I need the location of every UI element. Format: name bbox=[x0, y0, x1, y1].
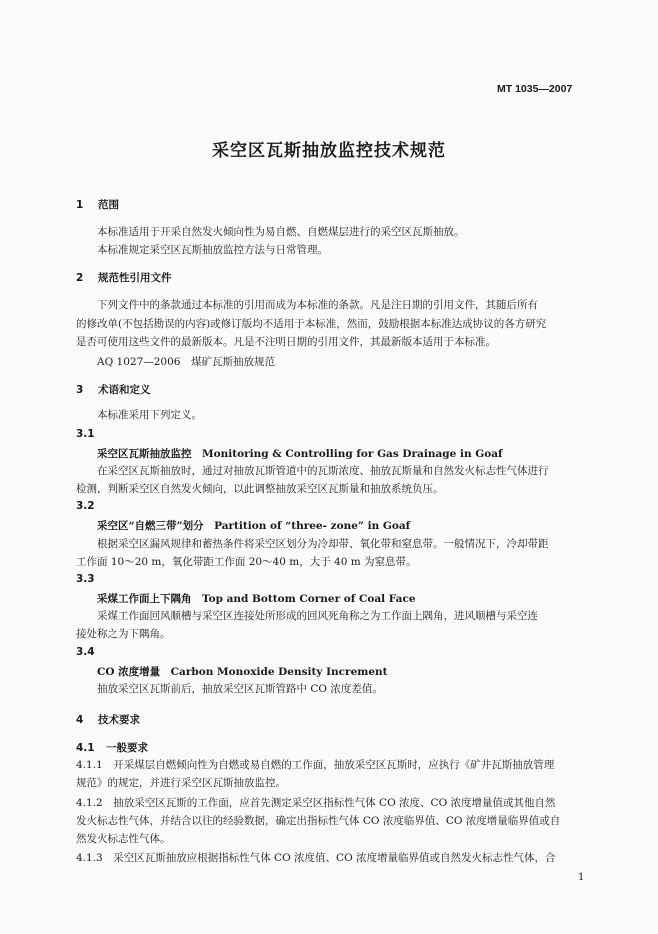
term-title: CO 浓度增量 Carbon Monoxide Density Increment bbox=[97, 666, 388, 678]
definition-line: 工作面 10～20 m，氧化带距工作面 20～40 m，大于 40 m 为窒息带。 bbox=[76, 556, 417, 568]
clause-line: 然发火标志性气体。 bbox=[76, 833, 171, 845]
subsection-4-1-heading bbox=[76, 740, 148, 755]
section-number: 3 bbox=[76, 384, 84, 396]
section-4-heading bbox=[76, 712, 140, 727]
page-number: 1 bbox=[578, 872, 585, 883]
paragraph: 本标准采用下列定义。 bbox=[97, 409, 202, 421]
definition-line: 在采空区瓦斯抽放时，通过对抽放瓦斯管道中的瓦斯浓度、抽放瓦斯量和自然发火标志性气体进行 bbox=[97, 465, 549, 477]
paragraph-line: 的修改单(不包括勘误的内容)或修订版均不适用于本标准，然而，鼓励根据本标准达成协议的各方研究 bbox=[76, 318, 547, 330]
section-number: 2 bbox=[76, 272, 84, 284]
clause-number: 3.1 bbox=[76, 428, 95, 440]
paragraph: 本标准适用于开采自然发火倾向性为易自燃、自燃煤层进行的采空区瓦斯抽放。 bbox=[97, 226, 465, 238]
term-title: 采空区瓦斯抽放监控 Monitoring & Controlling for Gas Drainage in Goaf bbox=[97, 448, 503, 460]
clause-line: 规范》的规定，并进行采空区瓦斯抽放监控。 bbox=[76, 777, 286, 789]
section-title: 规范性引用文件 bbox=[98, 272, 172, 284]
clause-number: 3.3 bbox=[76, 573, 95, 585]
clause-number: 3.2 bbox=[76, 500, 95, 512]
subsection-number: 4.1 bbox=[76, 742, 95, 754]
paragraph: 本标准规定采空区瓦斯抽放监控方法与日常管理。 bbox=[97, 244, 328, 256]
definition-line: 检测，判断采空区自然发火倾向，以此调整抽放采空区瓦斯量和抽放系统负压。 bbox=[76, 483, 444, 495]
term-title: 采煤工作面上下隅角 Top and Bottom Corner of Coal Face bbox=[97, 593, 416, 605]
clause-line: 4.1.2 抽放采空区瓦斯的工作面，应首先测定采空区指标性气体 CO 浓度、CO 浓度增量值或其他自然 bbox=[76, 797, 556, 809]
definition-line: 接处称之为下隅角。 bbox=[76, 628, 171, 640]
clause-line: 发火标志性气体，并结合以往的经验数据，确定出指标性气体 CO 浓度临界值、CO 浓度增量临界值或自 bbox=[76, 815, 561, 827]
paragraph-line: 下列文件中的条款通过本标准的引用而成为本标准的条款。凡是注日期的引用文件，其随后所有 bbox=[97, 299, 538, 311]
section-title: 技术要求 bbox=[98, 714, 140, 726]
clause-number: 3.4 bbox=[76, 646, 95, 658]
section-3-heading bbox=[76, 382, 151, 397]
section-title: 范围 bbox=[98, 199, 119, 211]
section-number: 4 bbox=[76, 714, 84, 726]
clause-line: 4.1.1 开采煤层自燃倾向性为自燃或易自燃的工作面，抽放采空区瓦斯时，应执行《矿井瓦斯抽放管理 bbox=[76, 759, 555, 771]
definition-line: 抽放采空区瓦斯前后，抽放采空区瓦斯管路中 CO 浓度差值。 bbox=[97, 683, 383, 695]
section-number: 1 bbox=[76, 199, 84, 211]
section-2-heading bbox=[76, 270, 172, 285]
section-1-heading bbox=[76, 197, 119, 212]
definition-line: 采煤工作面回风顺槽与采空区连接处所形成的回风死角称之为工作面上隅角，进风顺槽与采空连 bbox=[97, 610, 538, 622]
page-title: 采空区瓦斯抽放监控技术规范 bbox=[212, 141, 446, 161]
paragraph-line: 是否可使用这些文件的最新版本。凡是不注明日期的引用文件，其最新版本适用于本标准。 bbox=[76, 336, 496, 348]
clause-line: 4.1.3 采空区瓦斯抽放应根据指标性气体 CO 浓度值、CO 浓度增量临界值或自然发火标志性气体，合 bbox=[76, 852, 556, 864]
term-title: 采空区“自燃三带”划分 Partition of “three- zone” in Goaf bbox=[97, 520, 411, 532]
definition-line: 根据采空区漏风规律和蓄热条件将采空区划分为冷却带、氧化带和窒息带。一般情况下，冷却带距 bbox=[97, 538, 549, 550]
normative-reference: AQ 1027—2006 煤矿瓦斯抽放规范 bbox=[97, 356, 275, 368]
section-title: 术语和定义 bbox=[98, 384, 151, 396]
subsection-title: 一般要求 bbox=[106, 742, 148, 754]
standard-code: MT 1035—2007 bbox=[497, 83, 573, 95]
